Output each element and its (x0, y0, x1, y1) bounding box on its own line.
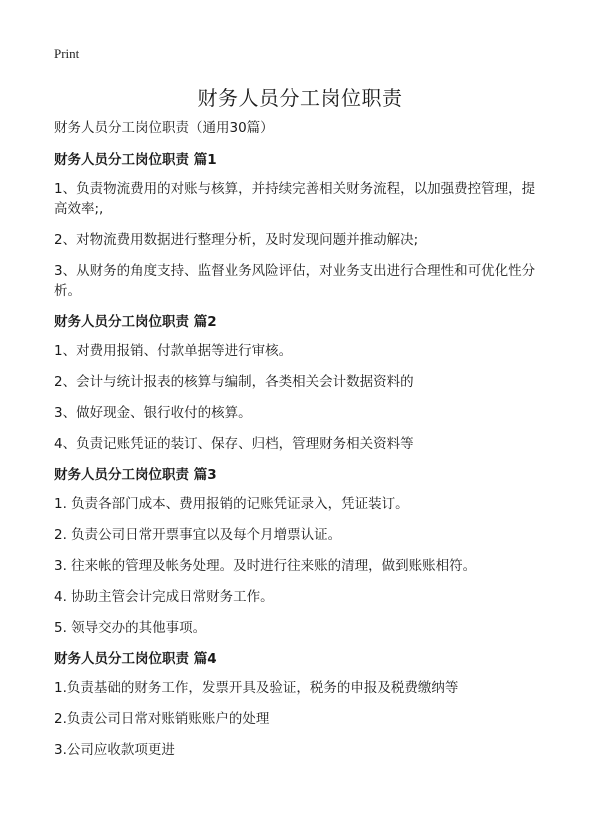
section-1 (54, 150, 548, 301)
paragraph: 1. 负责各部门成本、费用报销的记账凭证录入，凭证装订。 (54, 496, 409, 512)
section-heading: 财务人员分工岗位职责 篇2 (54, 314, 217, 330)
paragraph: 5. 领导交办的其他事项。 (54, 620, 207, 636)
paragraph: 3. 往来帐的管理及帐务处理。及时进行往来账的清理，做到账账相符。 (54, 558, 477, 574)
paragraph: 2、会计与统计报表的核算与编制，各类相关会计数据资料的 (54, 374, 414, 390)
print-link[interactable]: Print (54, 46, 80, 61)
document-subtitle: 财务人员分工岗位职责（通用30篇） (54, 120, 274, 136)
paragraph: 1、对费用报销、付款单据等进行审核。 (54, 343, 293, 359)
section-heading: 财务人员分工岗位职责 篇3 (54, 467, 217, 483)
paragraph: 2.负责公司日常对账销账账户的处理 (54, 711, 270, 727)
section-3 (54, 465, 548, 638)
paragraph: 2. 负责公司日常开票事宜以及每个月增票认证。 (54, 527, 342, 543)
paragraph: 3、从财务的角度支持、监督业务风险评估，对业务支出进行合理性和可优化性分析。 (54, 263, 536, 299)
paragraph: 2、对物流费用数据进行整理分析，及时发现问题并推动解决; (54, 232, 419, 248)
paragraph: 4、负责记账凭证的装订、保存、归档，管理财务相关资料等 (54, 436, 414, 452)
section-heading: 财务人员分工岗位职责 篇1 (54, 152, 217, 168)
paragraph: 4. 协助主管会计完成日常财务工作。 (54, 589, 274, 605)
paragraph: 3、做好现金、银行收付的核算。 (54, 405, 252, 421)
section-heading: 财务人员分工岗位职责 篇4 (54, 651, 217, 667)
section-4 (54, 649, 548, 760)
document-title: 财务人员分工岗位职责 (197, 86, 403, 110)
paragraph: 1.负责基础的财务工作，发票开具及验证，税务的申报及税费缴纳等 (54, 680, 459, 696)
paragraph: 3.公司应收款项更进 (54, 742, 175, 758)
section-2 (54, 312, 548, 454)
paragraph: 1、负责物流费用的对账与核算，并持续完善相关财务流程，以加强费控管理，提高效率;, (54, 181, 536, 217)
document-body (54, 118, 548, 771)
